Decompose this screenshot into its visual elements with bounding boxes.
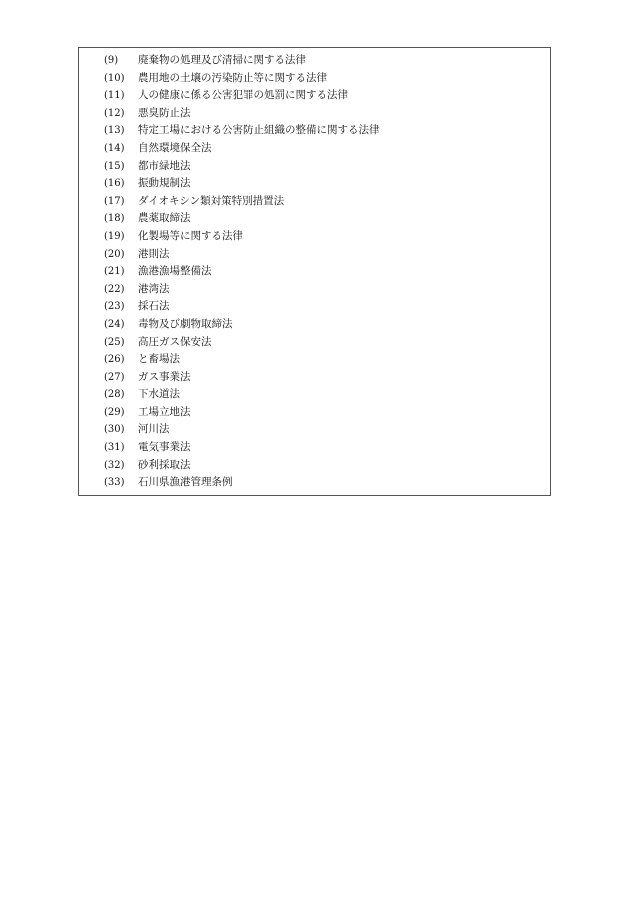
list-item	[79, 158, 550, 176]
item-number: (29)	[104, 406, 125, 418]
law-name: 化製場等に関する法律	[138, 229, 243, 242]
item-number: (32)	[104, 459, 125, 471]
item-number: (28)	[104, 389, 125, 401]
list-item	[79, 421, 550, 439]
law-name: 農用地の土壌の汚染防止等に関する法律	[138, 71, 327, 84]
list-item	[79, 298, 550, 316]
list-item	[79, 386, 550, 404]
law-name: 特定工場における公害防止組織の整備に関する法律	[138, 124, 380, 137]
list-item	[79, 334, 550, 352]
item-number: (14)	[104, 142, 125, 154]
law-name: 廃棄物の処理及び清掃に関する法律	[138, 54, 306, 66]
law-name: 農薬取締法	[138, 212, 191, 225]
list-item	[79, 122, 550, 140]
item-number: (16)	[104, 178, 125, 190]
item-number: (26)	[104, 354, 125, 366]
list-item	[79, 404, 550, 422]
law-name: 人の健康に係る公害犯罪の処罰に関する法律	[138, 89, 348, 102]
list-item	[79, 246, 550, 264]
list-item	[79, 70, 550, 88]
list-item	[79, 193, 550, 211]
law-name: 電気事業法	[138, 441, 191, 454]
law-list	[79, 52, 550, 492]
law-name: 下水道法	[138, 388, 180, 401]
list-item	[79, 281, 550, 299]
list-item	[79, 140, 550, 158]
item-number: (19)	[104, 230, 125, 242]
item-number: (10)	[104, 72, 125, 84]
list-item	[79, 105, 550, 123]
item-number: (13)	[104, 125, 125, 137]
list-item	[79, 175, 550, 193]
item-number: (18)	[104, 213, 125, 225]
list-item	[79, 369, 550, 387]
law-name: 毒物及び劇物取締法	[138, 317, 233, 330]
law-name: 高圧ガス保安法	[138, 335, 212, 348]
item-number: (9)	[104, 55, 119, 66]
list-item	[79, 87, 550, 105]
item-number: (24)	[104, 318, 125, 330]
law-name: 採石法	[138, 300, 170, 313]
law-name: 自然環境保全法	[138, 141, 212, 154]
law-name: 河川法	[138, 423, 170, 436]
item-number: (27)	[104, 371, 125, 383]
list-item	[79, 228, 550, 246]
law-name: 工場立地法	[138, 405, 191, 418]
law-name: 港湾法	[138, 282, 170, 295]
item-number: (23)	[104, 301, 125, 313]
list-item	[79, 439, 550, 457]
list-item	[79, 263, 550, 281]
item-number: (22)	[104, 283, 125, 295]
list-item	[79, 210, 550, 228]
law-name: と畜場法	[138, 353, 180, 366]
law-name: 悪臭防止法	[138, 106, 191, 119]
law-name: 都市緑地法	[138, 159, 191, 172]
item-number: (12)	[104, 107, 125, 119]
list-item	[79, 351, 550, 369]
law-name: 漁港漁場整備法	[138, 265, 212, 278]
law-name: ダイオキシン類対策特別措置法	[138, 194, 285, 207]
item-number: (33)	[104, 477, 125, 489]
item-number: (11)	[104, 90, 125, 102]
list-item	[79, 52, 550, 70]
law-name: ガス事業法	[138, 370, 191, 383]
law-name: 砂利採取法	[138, 458, 191, 471]
item-number: (30)	[104, 424, 125, 436]
item-number: (15)	[104, 160, 125, 172]
item-number: (17)	[104, 195, 125, 207]
item-number: (25)	[104, 336, 125, 348]
item-number: (21)	[104, 266, 125, 278]
list-item	[79, 474, 550, 492]
law-name: 石川県漁港管理条例	[138, 476, 233, 489]
item-number: (20)	[104, 248, 125, 260]
list-item	[79, 316, 550, 334]
law-name: 港則法	[138, 247, 170, 260]
item-number: (31)	[104, 442, 125, 454]
list-item	[79, 457, 550, 475]
law-list-box	[78, 47, 551, 496]
law-name: 振動規制法	[138, 177, 191, 190]
